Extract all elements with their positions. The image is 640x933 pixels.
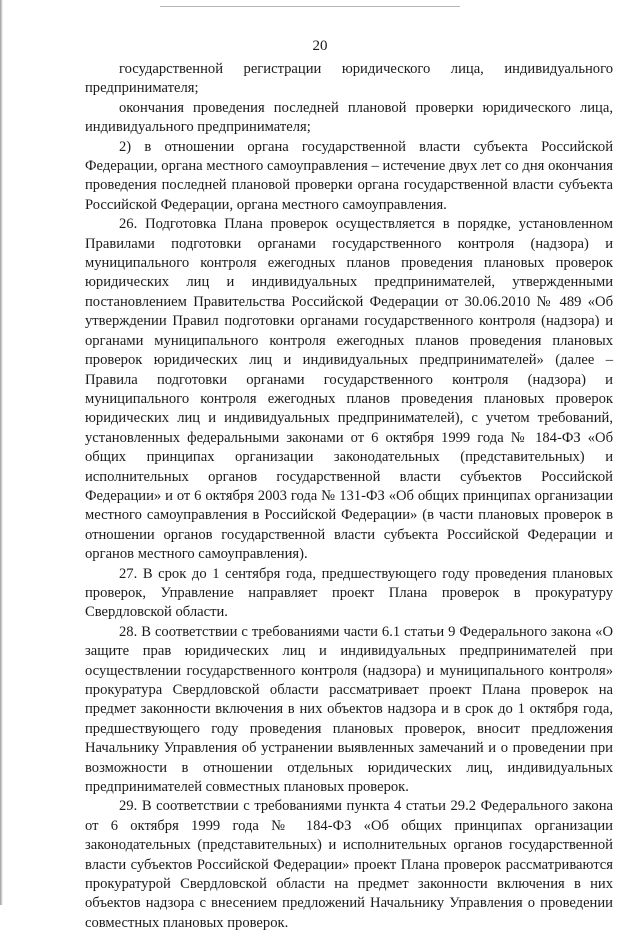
body-text <box>85 60 613 933</box>
scan-edge-shadow <box>0 0 3 905</box>
top-rule <box>160 6 460 7</box>
paragraph-continuation: государственной регистрации юридического лица, индивидуального предпринимателя; <box>85 61 613 97</box>
paragraph-27: 27. В срок до 1 сентября года, предшествующего году проведения плановых проверок, Управление направляет проект Плана проверок в прокуратуру Свердловской области. <box>85 565 613 621</box>
paragraph-28: 28. В соответствии с требованиями части 6.1 статьи 9 Федерального закона «О защите прав юридических лиц и индивидуальных предпринимателей при осуществлении государственного контроля (надзора) и муниципального контроля» прокуратура Свердловской области рассматривает проект Плана проверок на предмет законности включения в них объектов надзора и в срок до 1 октября года, предшествующего году проведения плановых проверок, вносит предложения Начальнику Управления об устранении выявленных замечаний и о проведении при возможности в отношении отдельных юридических лиц, индивидуальных предпринимателей совместных плановых проверок. <box>85 623 613 796</box>
paragraph-inspection-end: окончания проведения последней плановой проверки юридического лица, индивидуального предпринимателя; <box>85 99 613 136</box>
paragraph-29: 29. В соответствии с требованиями пункта 4 статьи 29.2 Федерального закона от 6 октября 1999 года № 184-ФЗ «Об общих принципах организации законодательных (представительных) и исполнительных органов государственной власти субъектов Российской Федерации» проект Плана проверок рассматриваются прокуратурой Свердловской области на предмет законности включения в них объектов надзора с внесением предложений Начальнику Управления о проведении совместных плановых проверок. <box>85 798 613 931</box>
paragraph-26: 26. Подготовка Плана проверок осуществляется в порядке, установленном Правилами подготовки органами государственного контроля (надзора) и муниципального контроля ежегодных планов проведения плановых проверок юридических лиц и индивидуальных предпринимателей, утвержденными постановлением Правительства Российской Федерации от 30.06.2010 № 489 «Об утверждении Правил подготовки органами государственного контроля (надзора) и органами муниципального контроля ежегодных планов проведения плановых проверок юридических лиц и индивидуальных предпринимателей» (далее – Правила подготовки органами государственного контроля (надзора) и муниципального контроля ежегодных планов проведения плановых проверок юридических лиц и индивидуальных предпринимателей), с учетом требований, установленных федеральными законами от 6 октября 1999 года № 184-ФЗ «Об общих принципах организации законодательных (представительных) и исполнительных органов государственной власти субъектов Российской Федерации» и от 6 октября 2003 года № 131-ФЗ «Об общих принципах организации местного самоуправления в Российской Федерации» (в части плановых проверок в отношении органов государственной власти субъекта Российской Федерации и органов местного самоуправления). <box>85 216 613 563</box>
paragraph-item-2: 2) в отношении органа государственной власти субъекта Российской Федерации, органа местного самоуправления – истечение двух лет со дня окончания проведения последней плановой проверки органа государственной власти субъекта Российской Федерации, органа местного самоуправления. <box>85 138 613 213</box>
page-number: 20 <box>312 38 328 54</box>
